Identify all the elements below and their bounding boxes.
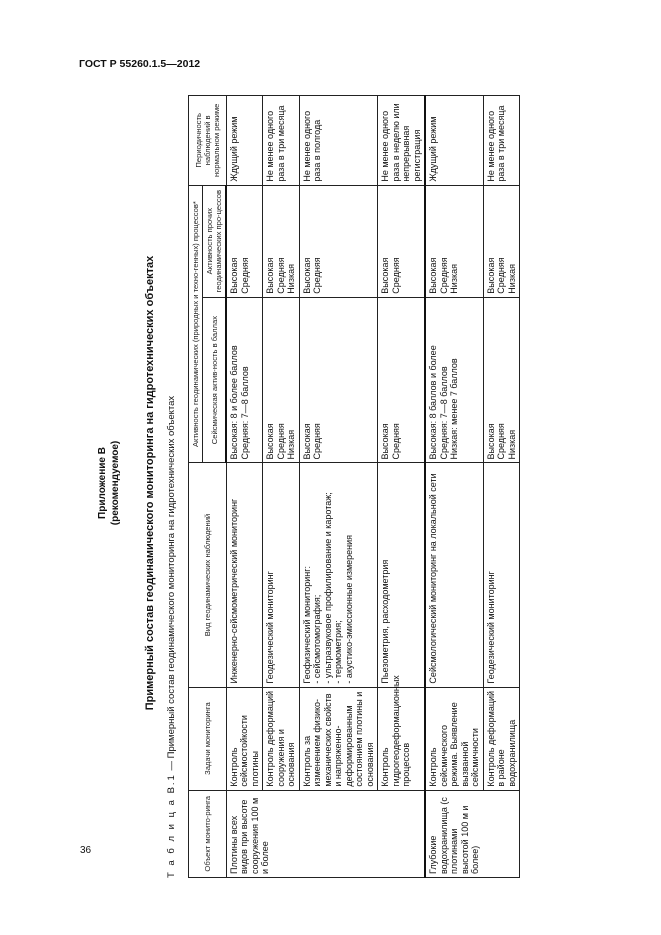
- other-activity-cell-line: Низкая: [286, 264, 296, 294]
- kind-cell-line: Сейсмологический мониторинг на локальной сети: [428, 473, 438, 684]
- monitoring-table: [188, 95, 520, 878]
- task-cell: Контроль сейсмостойкости плотины: [226, 687, 263, 790]
- seismic-cell-line: Низкая: менее 7 баллов: [449, 358, 459, 460]
- appendix-status: (рекомендуемое): [110, 440, 121, 526]
- table-row: [483, 96, 520, 878]
- task-cell: Контроль гидрогеодеформационных процессов: [378, 687, 426, 790]
- seismic-cell-line: Средняя: [275, 423, 286, 460]
- period-cell: Не менее одного раза в три месяца: [483, 96, 520, 186]
- table-row: [425, 96, 483, 878]
- col-header-period: Периодичность наблюдений в нормальном режиме: [189, 96, 227, 186]
- kind-cell: [483, 463, 520, 687]
- kind-cell-line: Геодезический мониторинг: [485, 571, 496, 684]
- kind-cell-line: Инженерно-сейсмометрический мониторинг: [228, 498, 239, 684]
- kind-cell: [299, 463, 378, 687]
- seismic-cell-line: Низкая: [286, 429, 296, 460]
- seismic-cell: [226, 297, 263, 463]
- task-cell: Контроль деформаций сооружения и основания: [263, 687, 300, 790]
- col-header-other: Активность прочих геодинамических про-цессов: [203, 185, 227, 297]
- other-activity-cell-line: Средняя: [239, 257, 250, 294]
- kind-cell: [378, 463, 426, 687]
- task-cell: Контроль деформаций в районе водохранилища: [483, 687, 520, 790]
- table-caption: [166, 396, 177, 878]
- kind-cell-line: - акустико-эмиссионные измерения: [343, 534, 354, 684]
- other-activity-cell-line: Средняя: [438, 257, 449, 294]
- kind-cell-line: Пьезометрия, расходометрия: [380, 559, 390, 684]
- seismic-cell-line: Средняя: [390, 423, 401, 460]
- period-cell: Не менее одного раза в полгода: [299, 96, 378, 186]
- period-cell: Ждущий режим: [425, 96, 483, 186]
- other-activity-cell: [263, 185, 300, 297]
- other-activity-cell-line: Низкая: [506, 264, 517, 294]
- period-cell: Не менее одного раза в три месяца: [263, 96, 300, 186]
- kind-cell-line: - термометрия;: [333, 620, 343, 684]
- other-activity-cell-line: Высокая: [485, 257, 496, 294]
- seismic-cell: [425, 297, 483, 463]
- appendix-heading: Примерный состав геодинамического мониторинга на гидротехнических объектах: [144, 255, 156, 711]
- col-header-seismic: Сейсмическая актив-ность в баллах: [203, 297, 227, 463]
- other-activity-cell-line: Средняя: [312, 257, 322, 294]
- seismic-cell-line: Средняя: [312, 423, 322, 460]
- other-activity-cell-line: Высокая: [229, 257, 239, 294]
- seismic-cell-line: Средняя: 7—8 баллов: [239, 366, 250, 460]
- kind-cell: [425, 463, 483, 687]
- other-activity-cell: [425, 185, 483, 297]
- object-cell: Плотины всех видов при высоте сооружения 100 м и более: [226, 790, 425, 877]
- task-cell: Контроль сейсмического режима. Выявление вызванной сейсмичности: [425, 687, 483, 790]
- other-activity-cell-line: Высокая: [265, 257, 275, 294]
- table-row: [263, 96, 300, 878]
- seismic-cell: [378, 297, 426, 463]
- appendix-title: Приложение В: [97, 447, 108, 519]
- table-caption-text: — Примерный состав геодинамического мониторинга на гидротехнических объектах: [166, 395, 177, 774]
- page-number: 36: [80, 845, 92, 856]
- col-header-activity-group: Активность геодинамических (природных и техно-генных) процессов*: [189, 185, 203, 463]
- other-activity-cell-line: Средняя: [275, 257, 286, 294]
- other-activity-cell-line: Высокая: [301, 257, 312, 294]
- table-caption-label: Т а б л и ц а В.1: [166, 773, 177, 878]
- seismic-cell-line: Средняя: [496, 423, 506, 460]
- seismic-cell: [263, 297, 300, 463]
- seismic-cell-line: Низкая: [506, 429, 517, 460]
- seismic-cell: [483, 297, 520, 463]
- other-activity-cell: [483, 185, 520, 297]
- kind-cell-line: Геодезический мониторинг: [265, 571, 275, 684]
- other-activity-cell-line: Низкая: [449, 264, 459, 294]
- kind-cell-line: - сейсмотомография;: [312, 594, 322, 684]
- other-activity-cell: [226, 185, 263, 297]
- seismic-cell-line: Средняя: 7—8 баллов: [438, 366, 449, 460]
- other-activity-cell-line: Высокая: [428, 257, 438, 294]
- col-header-kind: Вид геодинамических наблюдений: [189, 463, 227, 687]
- task-cell: Контроль за изменением физико-механических свойств и напряженно-деформированным состоянием плотины и основания: [299, 687, 378, 790]
- kind-cell-line: - ультразвуковое профилирование и каротаж;: [322, 492, 333, 684]
- table-row: [378, 96, 426, 878]
- document-header: ГОСТ Р 55260.1.5—2012: [79, 58, 201, 70]
- kind-cell: [226, 463, 263, 687]
- table-row: [299, 96, 378, 878]
- col-header-object: Объект монито-ринга: [189, 790, 227, 877]
- other-activity-cell-line: Высокая: [380, 257, 390, 294]
- seismic-cell-line: Высокая: 8 баллов и более: [428, 345, 438, 460]
- period-cell: Не менее одного раза в неделю или непрерывная регистрация: [378, 96, 426, 186]
- kind-cell-line: Геофизический мониторинг:: [301, 566, 312, 684]
- other-activity-cell: [378, 185, 426, 297]
- seismic-cell: [299, 297, 378, 463]
- seismic-cell-line: Высокая: [265, 423, 275, 460]
- object-cell: Глубокие водохранилища (с плотинами высотой 100 м и более): [425, 790, 520, 877]
- col-header-tasks: Задачи мониторинга: [189, 687, 227, 790]
- rotated-content: [96, 88, 571, 878]
- seismic-cell-line: Высокая: 8 и более баллов: [229, 345, 239, 460]
- period-cell: Ждущий режим: [226, 96, 263, 186]
- seismic-cell-line: Высокая: [301, 423, 312, 460]
- seismic-cell-line: Высокая: [380, 423, 390, 460]
- other-activity-cell: [299, 185, 378, 297]
- kind-cell: [263, 463, 300, 687]
- seismic-cell-line: Высокая: [485, 423, 496, 460]
- other-activity-cell-line: Средняя: [390, 257, 401, 294]
- table-row: [226, 96, 263, 878]
- other-activity-cell-line: Средняя: [496, 257, 506, 294]
